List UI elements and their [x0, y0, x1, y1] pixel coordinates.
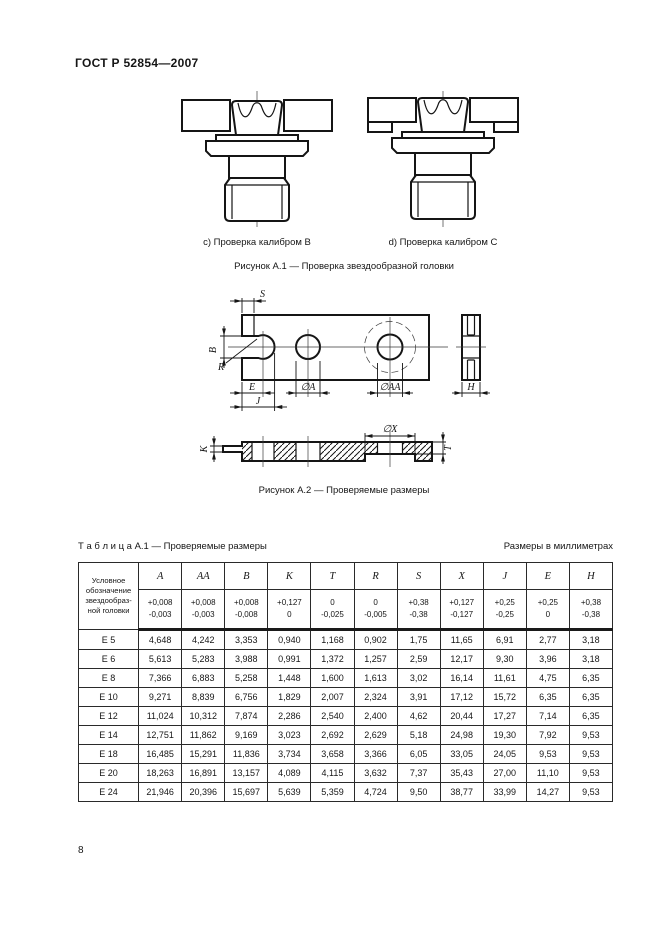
value-s: 6,05 — [397, 745, 440, 764]
value-a: 7,366 — [139, 669, 182, 688]
value-h: 3,18 — [569, 630, 612, 650]
value-s: 4,62 — [397, 707, 440, 726]
value-h: 6,35 — [569, 688, 612, 707]
value-a: 18,263 — [139, 764, 182, 783]
tolerance-x: +0,127 -0,127 — [440, 590, 483, 630]
value-t: 1,372 — [311, 650, 354, 669]
tolerance-j: +0,25 -0,25 — [483, 590, 526, 630]
value-b: 15,697 — [225, 783, 268, 802]
dim-label-b: B — [208, 346, 219, 354]
table-row — [79, 726, 613, 745]
value-aa: 20,396 — [182, 783, 225, 802]
value-s: 9,50 — [397, 783, 440, 802]
value-j: 27,00 — [483, 764, 526, 783]
head-designation: E 18 — [79, 745, 139, 764]
value-h: 9,53 — [569, 745, 612, 764]
value-b: 3,353 — [225, 630, 268, 650]
head-designation: E 8 — [79, 669, 139, 688]
value-k: 0,940 — [268, 630, 311, 650]
value-r: 2,400 — [354, 707, 397, 726]
head-designation: E 24 — [79, 783, 139, 802]
value-j: 9,30 — [483, 650, 526, 669]
figure-a2-caption: Рисунок А.2 — Проверяемые размеры — [258, 485, 430, 496]
value-s: 3,91 — [397, 688, 440, 707]
table-units-note: Размеры в миллиметрах — [503, 541, 613, 552]
value-t: 3,658 — [311, 745, 354, 764]
table-row — [79, 764, 613, 783]
table-caption-row — [78, 541, 613, 552]
value-k: 5,639 — [268, 783, 311, 802]
column-header-j: J — [483, 563, 526, 590]
value-t: 2,540 — [311, 707, 354, 726]
value-s: 1,75 — [397, 630, 440, 650]
value-j: 11,61 — [483, 669, 526, 688]
gauge-step-right — [494, 122, 518, 132]
value-e: 3,96 — [526, 650, 569, 669]
value-b: 3,988 — [225, 650, 268, 669]
value-x: 35,43 — [440, 764, 483, 783]
caption-gauge-c: d) Проверка калибром C — [388, 237, 498, 248]
tolerance-a: +0,008 -0,003 — [139, 590, 182, 630]
gauge-plate-right — [470, 98, 518, 122]
figure-a1-caption: Рисунок А.1 — Проверка звездообразной головки — [234, 261, 454, 272]
corner-header: Условное обозначение звездообраз- ной головки — [79, 563, 139, 630]
value-b: 11,836 — [225, 745, 268, 764]
value-h: 6,35 — [569, 707, 612, 726]
dim-label-t: T — [443, 445, 454, 451]
value-j: 17,27 — [483, 707, 526, 726]
value-e: 2,77 — [526, 630, 569, 650]
dim-label-r: R — [218, 362, 225, 373]
value-e: 14,27 — [526, 783, 569, 802]
dim-label-j: J — [255, 396, 261, 407]
dim-label-s: S — [260, 289, 265, 300]
value-k: 2,286 — [268, 707, 311, 726]
value-k: 1,829 — [268, 688, 311, 707]
value-j: 15,72 — [483, 688, 526, 707]
column-header-t: T — [311, 563, 354, 590]
table-title: Т а б л и ц а А.1 — Проверяемые размеры — [78, 541, 267, 552]
value-a: 4,648 — [139, 630, 182, 650]
table-row — [79, 688, 613, 707]
head-designation: E 14 — [79, 726, 139, 745]
value-aa: 5,283 — [182, 650, 225, 669]
screw-head — [232, 101, 282, 135]
value-j: 24,05 — [483, 745, 526, 764]
value-t: 1,168 — [311, 630, 354, 650]
value-a: 11,024 — [139, 707, 182, 726]
value-t: 2,007 — [311, 688, 354, 707]
column-header-h: H — [569, 563, 612, 590]
table-row — [79, 745, 613, 764]
value-x: 20,44 — [440, 707, 483, 726]
value-r: 1,613 — [354, 669, 397, 688]
value-x: 24,98 — [440, 726, 483, 745]
value-h: 9,53 — [569, 764, 612, 783]
value-aa: 16,891 — [182, 764, 225, 783]
value-k: 1,448 — [268, 669, 311, 688]
value-r: 2,629 — [354, 726, 397, 745]
value-x: 11,65 — [440, 630, 483, 650]
value-aa: 6,883 — [182, 669, 225, 688]
screw-shank — [415, 153, 471, 175]
value-aa: 10,312 — [182, 707, 225, 726]
value-h: 6,35 — [569, 669, 612, 688]
dim-label-h: H — [467, 382, 475, 393]
value-s: 7,37 — [397, 764, 440, 783]
screw-head — [418, 98, 468, 132]
head-designation: E 12 — [79, 707, 139, 726]
figure-a1c-drawing — [172, 88, 342, 230]
value-e: 7,92 — [526, 726, 569, 745]
value-j: 19,30 — [483, 726, 526, 745]
value-r: 1,257 — [354, 650, 397, 669]
value-r: 3,366 — [354, 745, 397, 764]
end-view-outline — [462, 315, 480, 380]
table-row — [79, 630, 613, 650]
tolerance-r: 0 -0,005 — [354, 590, 397, 630]
value-aa: 15,291 — [182, 745, 225, 764]
figure-a1d-drawing — [358, 88, 528, 230]
value-t: 5,359 — [311, 783, 354, 802]
tolerance-s: +0,38 -0,38 — [397, 590, 440, 630]
dimensions-table — [78, 562, 613, 802]
standard-number: ГОСТ Р 52854—2007 — [75, 56, 199, 70]
value-e: 4,75 — [526, 669, 569, 688]
dim-label-da: ∅A — [300, 382, 316, 393]
value-x: 16,14 — [440, 669, 483, 688]
table-row — [79, 783, 613, 802]
value-h: 3,18 — [569, 650, 612, 669]
head-designation: E 10 — [79, 688, 139, 707]
value-e: 6,35 — [526, 688, 569, 707]
value-x: 17,12 — [440, 688, 483, 707]
value-a: 12,751 — [139, 726, 182, 745]
value-h: 9,53 — [569, 783, 612, 802]
tolerance-e: +0,25 0 — [526, 590, 569, 630]
head-designation: E 6 — [79, 650, 139, 669]
column-header-r: R — [354, 563, 397, 590]
caption-gauge-b: c) Проверка калибром B — [203, 237, 311, 248]
column-header-k: K — [268, 563, 311, 590]
value-b: 9,169 — [225, 726, 268, 745]
value-x: 12,17 — [440, 650, 483, 669]
head-designation: E 5 — [79, 630, 139, 650]
value-b: 13,157 — [225, 764, 268, 783]
value-x: 33,05 — [440, 745, 483, 764]
value-r: 3,632 — [354, 764, 397, 783]
screw-flange — [392, 138, 494, 153]
value-s: 5,18 — [397, 726, 440, 745]
value-a: 16,485 — [139, 745, 182, 764]
value-b: 5,258 — [225, 669, 268, 688]
dim-label-e: E — [248, 382, 256, 393]
gauge-plate-right — [284, 100, 332, 131]
table-row — [79, 650, 613, 669]
value-r: 4,724 — [354, 783, 397, 802]
screw-flange — [206, 141, 308, 156]
dim-label-daa: ∅AA — [379, 382, 401, 393]
table-row — [79, 669, 613, 688]
value-r: 2,324 — [354, 688, 397, 707]
page-number: 8 — [78, 845, 84, 856]
value-t: 2,692 — [311, 726, 354, 745]
column-header-a: A — [139, 563, 182, 590]
value-e: 7,14 — [526, 707, 569, 726]
value-aa: 11,862 — [182, 726, 225, 745]
column-header-aa: AA — [182, 563, 225, 590]
gauge-step-left — [368, 122, 392, 132]
figure-a2-drawing — [180, 283, 490, 483]
value-h: 9,53 — [569, 726, 612, 745]
value-t: 4,115 — [311, 764, 354, 783]
value-e: 9,53 — [526, 745, 569, 764]
value-e: 11,10 — [526, 764, 569, 783]
gauge-plate-left — [368, 98, 416, 122]
tolerance-aa: +0,008 -0,003 — [182, 590, 225, 630]
value-k: 3,734 — [268, 745, 311, 764]
value-aa: 4,242 — [182, 630, 225, 650]
tolerance-t: 0 -0,025 — [311, 590, 354, 630]
value-a: 9,271 — [139, 688, 182, 707]
column-header-x: X — [440, 563, 483, 590]
value-a: 5,613 — [139, 650, 182, 669]
column-header-s: S — [397, 563, 440, 590]
value-t: 1,600 — [311, 669, 354, 688]
tolerance-k: +0,127 0 — [268, 590, 311, 630]
value-k: 0,991 — [268, 650, 311, 669]
value-k: 3,023 — [268, 726, 311, 745]
value-s: 3,02 — [397, 669, 440, 688]
column-header-b: B — [225, 563, 268, 590]
value-aa: 8,839 — [182, 688, 225, 707]
head-designation: E 20 — [79, 764, 139, 783]
column-header-e: E — [526, 563, 569, 590]
tolerance-b: +0,008 -0,008 — [225, 590, 268, 630]
value-x: 38,77 — [440, 783, 483, 802]
screw-shank — [229, 156, 285, 178]
tolerance-h: +0,38 -0,38 — [569, 590, 612, 630]
value-k: 4,089 — [268, 764, 311, 783]
dim-label-k: K — [199, 445, 210, 453]
value-j: 6,91 — [483, 630, 526, 650]
value-r: 0,902 — [354, 630, 397, 650]
dim-label-dx: ∅X — [382, 424, 398, 435]
value-b: 7,874 — [225, 707, 268, 726]
value-a: 21,946 — [139, 783, 182, 802]
gauge-plate-left — [182, 100, 230, 131]
gauge-plate-outline — [242, 315, 429, 380]
value-j: 33,99 — [483, 783, 526, 802]
value-b: 6,756 — [225, 688, 268, 707]
value-s: 2,59 — [397, 650, 440, 669]
table-row — [79, 707, 613, 726]
